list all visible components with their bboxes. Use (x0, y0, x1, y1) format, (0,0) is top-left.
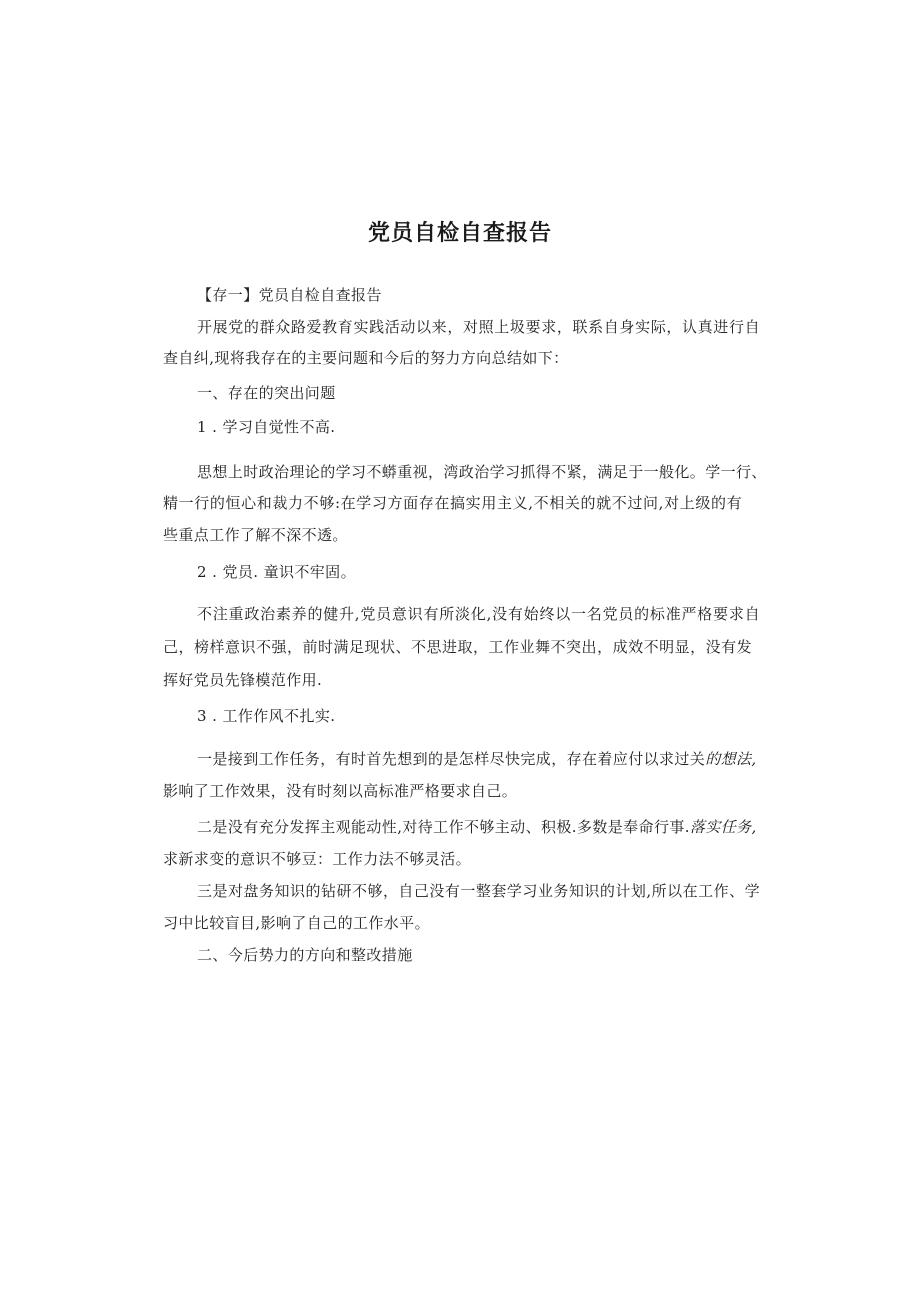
item-1-paragraph-line-1: 思想上时政治理论的学习不蟒重视，湾政治学习抓得不紧，满足于一般化。学一行、 (197, 463, 767, 481)
item-3-paragraph-2-text: 二是没有充分发挥主观能动性,对待工作不够主动、积极.多数是奉命行事. (197, 818, 690, 836)
item-2-paragraph-line-1: 不注重政治素养的健升,党员意识有所淡化,没有始终以一名党员的标准严格要求自 (197, 605, 760, 623)
item-3-paragraph-1-line-2: 影响了工作效果，没有时刻以高标准严格要求自己。 (163, 782, 518, 800)
document-title: 党员自检自查报告 (367, 221, 552, 246)
item-3-paragraph-3-line-2: 习中比较盲目,影响了自己的工作水平。 (163, 914, 430, 932)
item-2-heading: 2 . 党员. 童识不牢固。 (197, 563, 356, 581)
document-subtitle: 【存一】党员自检自查报告 (197, 286, 382, 304)
item-1-heading: 1 . 学习自觉性不高. (197, 418, 336, 436)
item-3-paragraph-2-line-1 (197, 817, 757, 837)
item-2-paragraph-line-3: 挥好党员先锋模范作用. (163, 671, 323, 689)
item-3-paragraph-2-italic-text: 落实任务, (689, 818, 757, 836)
item-3-paragraph-1-italic-text: 的想法, (705, 750, 757, 768)
item-1-paragraph-line-3: 些重点工作了解不深不透。 (163, 526, 348, 544)
item-2-paragraph-line-2: 己，榜样意识不强，前时满足现状、不思进取，工作业舞不突出，成效不明显，没有发 (163, 638, 752, 656)
item-3-heading: 3 . 工作作风不扎实. (197, 707, 336, 725)
item-3-paragraph-1-line-1 (197, 749, 757, 769)
intro-line-1: 开展党的群众路爱教育实践活动以来，对照上圾要求，联系自身实际，认真进行自 (197, 318, 760, 336)
item-3-paragraph-2-line-2: 求新求变的意识不够豆：工作力法不够灵活。 (163, 850, 472, 868)
item-3-paragraph-3-line-1: 三是对盘务知识的钻研不够，自己没有一整套学习业务知识的计划,所以在工作、学 (197, 882, 760, 900)
section-1-heading: 一、存在的突出问题 (197, 384, 336, 402)
item-3-paragraph-1-text: 一是接到工作任务，有时首先想到的是怎样尽快完成，存在着应付以求过关 (197, 750, 706, 768)
section-2-heading: 二、今后势力的方向和整改措施 (197, 946, 413, 964)
item-1-paragraph-line-2: 精一行的恒心和裁力不够:在学习方面存在搞实用主义,不相关的就不过问,对上级的有 (163, 494, 742, 512)
intro-line-2: 查自纠,现将我存在的主要问题和今后的努力方向总结如下： (163, 349, 569, 367)
